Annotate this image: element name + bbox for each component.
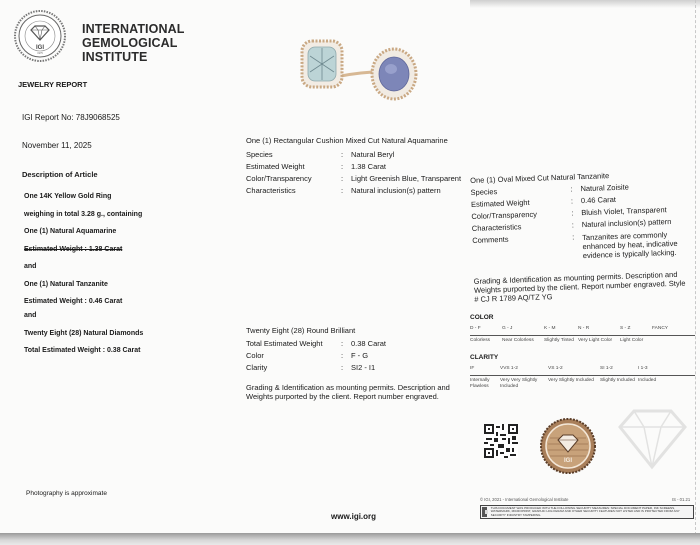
qr-code-icon[interactable] — [484, 424, 518, 458]
color-grades — [470, 326, 695, 336]
grade: VS 1-2 — [548, 366, 563, 371]
field-separator: : — [571, 208, 574, 218]
field-value: 0.46 Carat — [580, 194, 617, 206]
field-separator: : — [341, 339, 344, 348]
field-separator: : — [570, 184, 573, 194]
description-line-struck: Estimated Weight : 1.38 Carat — [24, 245, 123, 253]
field-label: Color — [246, 351, 264, 360]
report-type: JEWELRY REPORT — [18, 80, 88, 89]
description-line: Total Estimated Weight : 0.38 Carat — [24, 347, 141, 354]
grade: FANCY — [652, 326, 668, 331]
grade: IF — [470, 366, 475, 371]
field-separator: : — [341, 363, 344, 372]
grade: I 1-3 — [638, 366, 648, 371]
svg-text:IGI: IGI — [35, 45, 45, 51]
security-text: THIS DOCUMENT WAS PRODUCED WITH THE FOLLOWING SECURITY MEASURES: SPECIAL DOCUMENT PAPER, INK SCREENS, WATERMARK, MICROPRINT, GRAPHIC HOLOGRAM AND OTHER SECURITY FEATURES NOT LISTED AND IS PROTECTED FROM ANY SECURITY INDUSTRY TAMPERING. — [490, 505, 680, 517]
field-separator: : — [571, 220, 575, 230]
grade-description: Internally Flawless — [470, 378, 490, 389]
aquamarine-field — [246, 185, 471, 197]
diamonds-section — [246, 326, 471, 401]
field-label: Comments — [472, 234, 509, 245]
aquamarine-title: One (1) Rectangular Cushion Mixed Cut Natural Aquamarine — [246, 136, 448, 145]
igi-seal-icon — [14, 10, 66, 62]
field-separator: : — [341, 162, 344, 171]
field-label: Species — [246, 150, 273, 159]
field-label: Color/Transparency — [471, 209, 538, 221]
clarity-scale — [470, 354, 695, 390]
diamonds-note: Grading & Identification as mounting permits. Description and Weights purported by the client. Report number engraved. — [246, 383, 450, 401]
description-line: and — [24, 263, 37, 270]
grade-description: Colorless — [470, 338, 490, 343]
field-separator: : — [341, 150, 344, 159]
watermark-diamond-icon — [610, 405, 695, 475]
org-name-line: GEMOLOGICAL — [82, 36, 178, 50]
field-label: Characteristics — [246, 186, 296, 195]
description-line: and — [24, 312, 37, 319]
field-separator: : — [341, 186, 344, 195]
field-label: Characteristics — [471, 222, 522, 233]
field-value: Light Greenish Blue, Transparent — [351, 174, 462, 183]
description-line: One 14K Yellow Gold Ring — [24, 193, 112, 200]
grade: SI 1-2 — [600, 366, 613, 371]
field-separator: : — [570, 196, 574, 206]
field-label: Estimated Weight — [246, 162, 305, 171]
diamonds-field — [246, 362, 471, 374]
grade-description: Included — [638, 378, 657, 383]
description-line: weighing in total 3.28 g., containing — [24, 210, 143, 218]
diamonds-title: Twenty Eight (28) Round Brilliant — [246, 326, 356, 335]
description-list — [24, 192, 224, 364]
org-name-line: INSTITUTE — [82, 50, 148, 64]
grade-description: Slightly Tinted — [544, 338, 574, 343]
field-label: Estimated Weight — [470, 197, 530, 209]
diamonds-field — [246, 350, 471, 362]
photography-note: Photography is approximate — [26, 490, 107, 497]
lock-icon — [482, 507, 487, 517]
field-separator: : — [341, 351, 344, 360]
grade-description: Very Very Slightly Included — [500, 378, 538, 389]
field-label: Color/Transparency — [246, 174, 312, 183]
diamonds-field — [246, 338, 471, 350]
grade-description: Near Colorless — [502, 338, 534, 343]
field-separator: : — [572, 232, 575, 242]
field-value: Natural Zoisite — [580, 182, 629, 194]
report-number: IGI Report No: 78J9068525 — [22, 113, 120, 122]
copyright: © IGI, 2021 - International Gemological Institute — [480, 497, 569, 502]
grade-description: Very Light Color — [578, 338, 613, 343]
grade: D - F — [470, 326, 481, 331]
description-title: Description of Article — [22, 170, 98, 179]
field-value: SI2 - I1 — [351, 363, 376, 372]
grade: VVS 1-2 — [500, 366, 518, 371]
svg-text:1975: 1975 — [37, 52, 43, 55]
grade: K - M — [544, 326, 556, 331]
page-shadow — [470, 0, 700, 8]
security-notice — [480, 505, 694, 519]
aquamarine-field — [246, 161, 471, 173]
description-line: One (1) Natural Aquamarine — [24, 228, 117, 235]
field-value: F - G — [351, 351, 369, 360]
description-line: One (1) Natural Tanzanite — [24, 280, 108, 288]
grade-description: Slightly Included — [600, 378, 635, 383]
grade-description: Very Slightly Included — [548, 378, 594, 383]
tanzanite-field — [472, 227, 698, 265]
clarity-descriptions — [470, 378, 695, 390]
field-separator: : — [341, 174, 344, 183]
website-link[interactable]: www.igi.org — [331, 512, 377, 521]
field-value: Natural Beryl — [351, 150, 395, 159]
grade-description — [652, 338, 682, 344]
grade: G - J — [502, 326, 513, 331]
field-value: Bluish Violet, Transparent — [581, 205, 667, 218]
color-descriptions — [470, 338, 695, 344]
description-line: Twenty Eight (28) Natural Diamonds — [24, 329, 144, 337]
grade: S - Z — [620, 326, 631, 331]
aquamarine-section — [246, 136, 471, 197]
report-date: November 11, 2025 — [22, 141, 92, 150]
field-value: 1.38 Carat — [351, 162, 387, 171]
org-name-line: INTERNATIONAL — [82, 22, 185, 36]
grade-description: Light Color — [620, 338, 644, 343]
grade: N - R — [578, 326, 590, 331]
description-line: Estimated Weight : 0.46 Carat — [24, 298, 123, 305]
clarity-grades — [470, 366, 695, 376]
tanzanite-note: Grading & Identification as mounting permits. Description and Weights purported by the client. Report number engraved. Style # CJ R 1789 AQ/TZ YG — [473, 269, 686, 304]
tanzanite-section — [470, 168, 699, 304]
field-value: Natural inclusion(s) pattern — [351, 186, 441, 195]
clarity-scale-title: CLARITY — [470, 354, 499, 361]
field-value: Natural inclusion(s) pattern — [581, 217, 672, 230]
field-value: 0.38 Carat — [351, 339, 387, 348]
grading-scales — [470, 314, 695, 400]
tanzanite-title: One (1) Oval Mixed Cut Natural Tanzanite — [470, 171, 610, 185]
ring-photo — [296, 36, 446, 106]
org-name — [82, 22, 184, 64]
field-label: Species — [470, 187, 498, 197]
color-scale — [470, 314, 695, 344]
svg-text:IGI: IGI — [563, 458, 573, 464]
background-surface — [0, 533, 700, 545]
hologram-seal-icon — [540, 418, 596, 474]
form-code: IS - 01.21 — [672, 497, 691, 502]
field-label: Clarity — [246, 363, 268, 372]
aquamarine-field — [246, 173, 471, 185]
color-scale-title: COLOR — [470, 314, 494, 321]
field-value: Tanzanites are commonly enhanced by heat, indicative evidence is typically lacking. — [582, 230, 678, 261]
aquamarine-field — [246, 149, 471, 161]
field-label: Total Estimated Weight — [246, 339, 323, 348]
